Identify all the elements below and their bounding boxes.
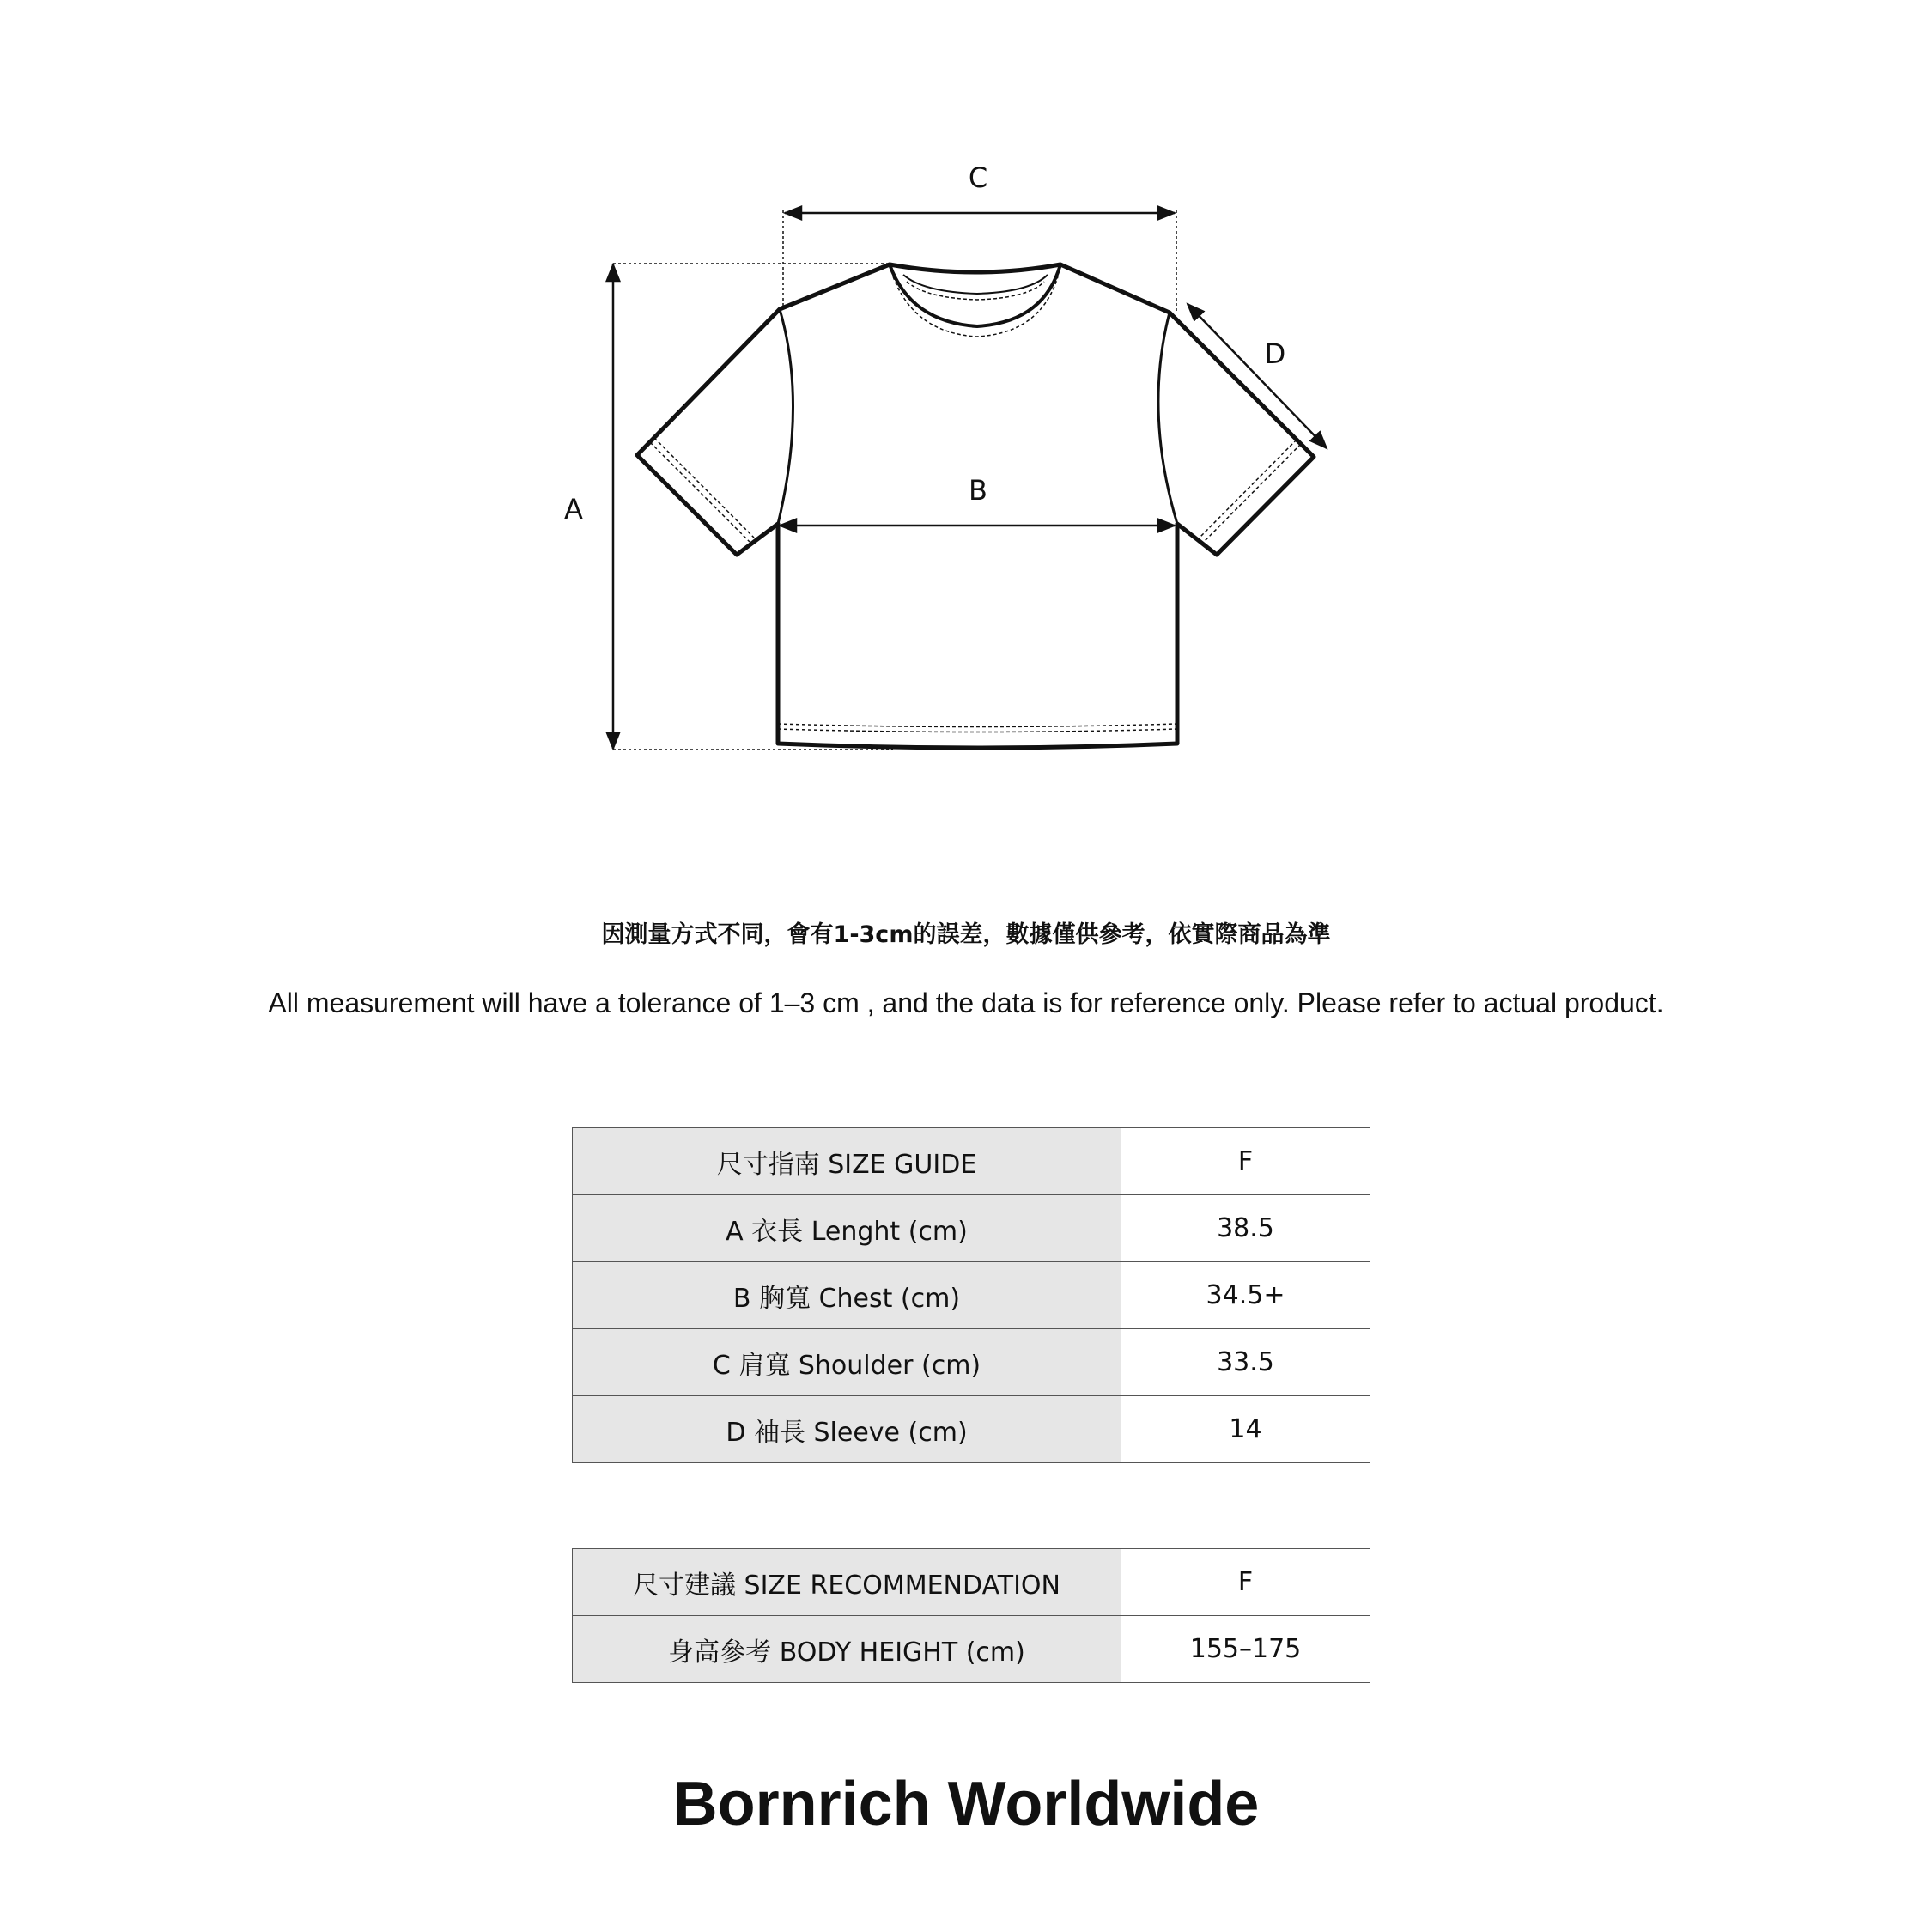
size-guide-table [572,1127,1370,1463]
dimension-d-arrow [1188,304,1327,448]
dimension-d-label: D [1264,337,1286,370]
table-header-row [573,1549,1370,1616]
tshirt-measurement-diagram [0,0,1932,859]
size-recommendation-header-label: 尺寸建議 SIZE RECOMMENDATION [573,1549,1121,1616]
size-recommendation-header-value: F [1121,1549,1370,1616]
table-row [573,1262,1370,1329]
table-row [573,1195,1370,1262]
tolerance-note-chinese: 因測量方式不同，會有1-3cm的誤差，數據僅供參考，依實際商品為準 [601,921,1331,948]
measurement-value: 38.5 [1121,1195,1370,1262]
measurement-value: 33.5 [1121,1329,1370,1396]
dimension-a-label: A [564,493,583,526]
dimension-c-label: C [968,161,988,194]
measurement-label: D 袖長 Sleeve (cm) [573,1396,1121,1463]
brand-name: Bornrich Worldwide [672,1770,1260,1838]
size-guide-header-label: 尺寸指南 SIZE GUIDE [573,1128,1121,1195]
table-row [573,1616,1370,1683]
measurement-value: 34.5+ [1121,1262,1370,1329]
recommendation-value: 155–175 [1121,1616,1370,1683]
recommendation-label: 身高參考 BODY HEIGHT (cm) [573,1616,1121,1683]
tolerance-note-english: All measurement will have a tolerance of 1–3 cm , and the data is for reference only. Please refer to actual product. [268,987,1664,1018]
table-row [573,1396,1370,1463]
size-recommendation-table [572,1548,1370,1683]
measurement-label: B 胸寬 Chest (cm) [573,1262,1121,1329]
dimension-b-label: B [969,474,987,507]
extension-lines [613,210,1176,750]
measurement-label: C 肩寬 Shoulder (cm) [573,1329,1121,1396]
table-header-row [573,1128,1370,1195]
measurement-label: A 衣長 Lenght (cm) [573,1195,1121,1262]
size-guide-header-value: F [1121,1128,1370,1195]
measurement-value: 14 [1121,1396,1370,1463]
table-row [573,1329,1370,1396]
